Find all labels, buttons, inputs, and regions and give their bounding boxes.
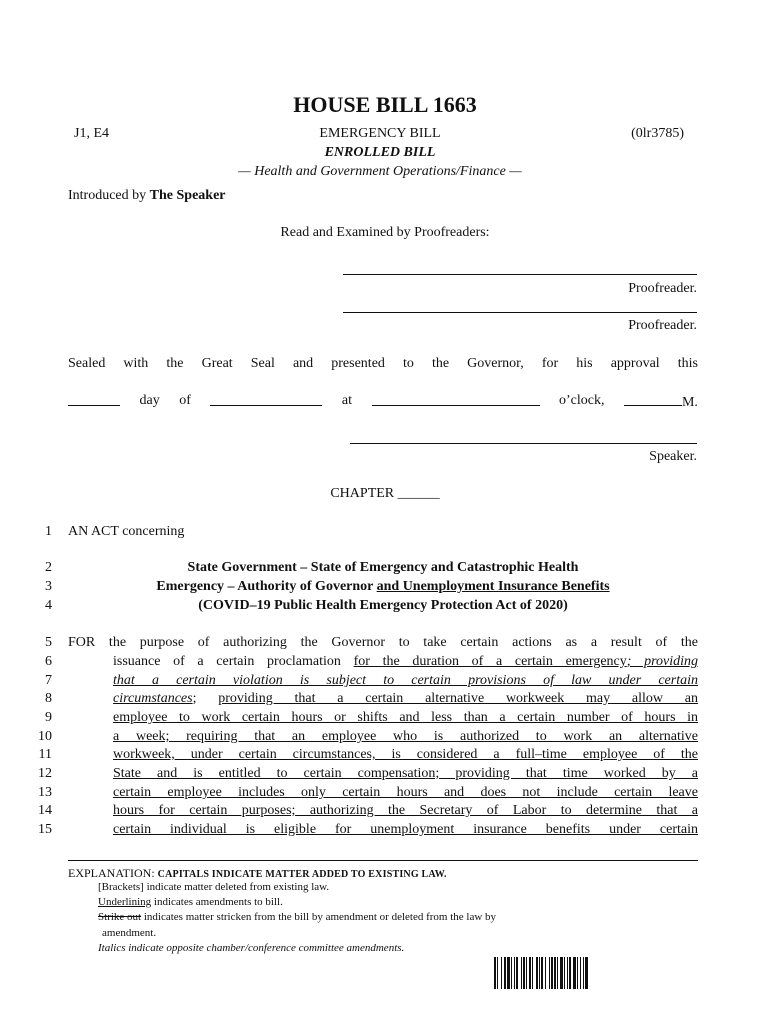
strike-explanation-cont: amendment. [102,927,157,939]
act-title-line-2 [68,579,698,595]
act-title-line-2-added: and Unemployment Insurance Benefits [376,579,610,594]
line-number: 15 [38,822,52,837]
barcode-bar [564,957,565,989]
speaker-signature-line [350,443,697,444]
barcode-bar [573,957,576,989]
proofreader-signature-line-2 [343,312,697,313]
purpose-line-8-c: providing that a certain alternative workweek may allow an [218,691,698,706]
purpose-line-6 [113,654,698,670]
line-number: 10 [38,729,52,744]
sponsor-name: The Speaker [149,188,226,203]
act-title-line-1: State Government – State of Emergency and Catastrophic Health [187,560,579,575]
line-number: 2 [45,560,52,575]
purpose-line-8-a: circumstances [113,691,193,706]
brackets-word: Brackets [101,881,141,893]
explanation-label: EXPLANATION: [68,866,155,880]
proofreader-label-1: Proofreader. [628,281,697,296]
day-word: day [139,393,160,408]
barcode-bar [501,957,502,989]
purpose-line-14: hours for certain purposes; authorizing the Secretary of Labor to determine that a [113,803,698,818]
barcode-bar [507,957,510,989]
barcode-bar [511,957,512,989]
barcode-bar [567,957,568,989]
barcode-bar [569,957,571,989]
m-word: M. [681,395,698,410]
strike-word: Strike out [98,911,142,923]
barcode-bar [536,957,538,989]
explanation-caps: CAPITALS INDICATE MATTER ADDED TO EXISTING LAW. [157,869,447,880]
purpose-line-9: employee to work certain hours or shifts and less than a certain number of hours in [113,710,698,725]
purpose-line-6-a: issuance of a certain proclamation [113,654,354,669]
line-number: 13 [38,785,52,800]
barcode-bar [585,957,588,989]
barcode-bar [523,957,525,989]
barcode-bar [560,957,563,989]
proofreader-label-2: Proofreader. [628,318,697,333]
line-number: 3 [45,579,52,594]
barcode-bar [577,957,578,989]
purpose-line-8-b: ; [192,691,219,706]
barcode-bar [557,957,558,989]
proofread-heading: Read and Examined by Proofreaders: [280,225,490,240]
line-number: 9 [45,710,52,725]
an-act-line: AN ACT concerning [68,524,185,539]
purpose-line-6-b: for the duration of a certain emergency [353,654,627,669]
chapter-line: CHAPTER ______ [330,486,440,501]
meridiem-field [624,393,698,411]
brackets-explanation [98,881,329,893]
at-word: at [341,393,352,408]
barcode-bar [539,957,540,989]
line-number: 1 [45,524,52,539]
italics-explanation: Italics indicate opposite chamber/conference committee amendments. [98,942,405,954]
purpose-line-10: a week; requiring that an employee who is authorized to work an alternative [113,729,698,744]
strike-explanation [98,911,496,923]
bill-title: HOUSE BILL 1663 [293,92,477,117]
purpose-line-7: that a certain violation is subject to certain provisions of law under certain [113,673,698,688]
barcode-bar [516,957,518,989]
subject-codes: J1, E4 [74,126,109,141]
sealed-statement: Sealed with the Great Seal and presented to the Governor, for his approval this [68,356,698,371]
time-blank [372,393,540,406]
underlining-explanation [98,896,283,908]
purpose-line-6-c: ; providing [626,654,699,669]
barcode-bar [514,957,515,989]
barcode-bar [526,957,527,989]
act-title-line-3: (COVID–19 Public Health Emergency Protection Act of 2020) [198,598,568,613]
purpose-line-8 [113,691,698,707]
enrolled-bill-label: ENROLLED BILL [324,145,436,160]
barcode-bar [583,957,584,989]
underlining-word: Underlining [98,896,152,908]
line-number: 14 [38,803,52,818]
strike-text: indicates matter stricken from the bill by amendment or deleted from the law by [141,911,497,923]
date-time-line [68,393,698,411]
line-number: 11 [38,747,52,762]
day-blank [68,393,120,406]
purpose-line-12: State and is entitled to certain compensation; providing that time worked by a [113,766,698,781]
barcode-bar [494,957,496,989]
barcode-bar [504,957,506,989]
footer-rule [68,860,698,861]
barcode [494,957,680,989]
barcode-bar [554,957,556,989]
barcode-bar [532,957,533,989]
meridiem-blank [624,393,682,406]
introduced-prefix: Introduced by [68,188,147,203]
barcode-bar [549,957,550,989]
purpose-line-11: workweek, under certain circumstances, is considered a full–time employee of the [113,747,698,762]
speaker-label: Speaker. [649,449,697,464]
line-number: 8 [45,691,52,706]
line-number: 12 [38,766,52,781]
of-word: of [179,393,191,408]
committee-line: — Health and Government Operations/Finance — [238,164,522,179]
lr-number: (0lr3785) [631,126,684,141]
introduced-by [68,188,226,204]
act-title-line-2-plain: Emergency – Authority of Governor [156,579,377,594]
oclock-word: o’clock, [559,393,605,408]
line-number: 6 [45,654,52,669]
purpose-line-5: FOR the purpose of authorizing the Governor to take certain actions as a result of the [68,635,698,650]
bracket-close: ] [140,881,144,893]
barcode-bar [580,957,581,989]
line-number: 7 [45,673,52,688]
explanation-heading [68,866,447,881]
line-number: 4 [45,598,52,613]
underlining-text: indicates amendments to bill. [151,896,283,908]
line-number: 5 [45,635,52,650]
month-blank [210,393,322,406]
brackets-text: indicate matter deleted from existing law. [143,881,330,893]
barcode-bar [497,957,498,989]
emergency-bill-label: EMERGENCY BILL [319,126,441,141]
barcode-bar [521,957,522,989]
purpose-line-15: certain individual is eligible for unemployment insurance benefits under certain [113,822,698,837]
barcode-bar [529,957,531,989]
purpose-line-13: certain employee includes only certain hours and does not include certain leave [113,785,698,800]
barcode-bar [541,957,543,989]
barcode-bar [545,957,546,989]
bracket-open: [ [98,881,102,893]
proofreader-signature-line-1 [343,274,697,275]
barcode-bar [551,957,553,989]
